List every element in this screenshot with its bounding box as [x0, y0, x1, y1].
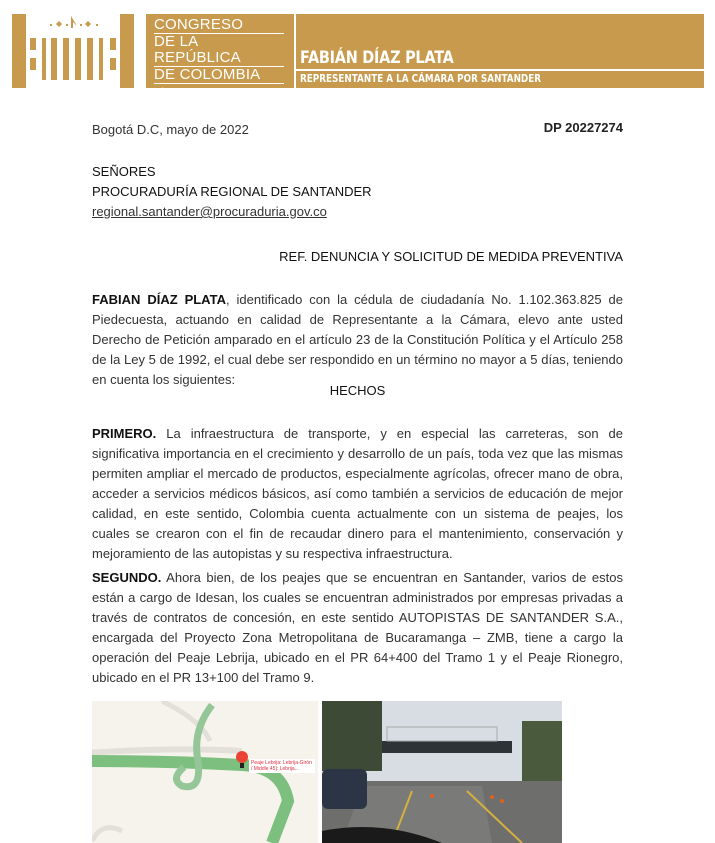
- fact-paragraph-2: [92, 568, 623, 688]
- intro-paragraph: [92, 290, 623, 390]
- place-date: Bogotá D.C, mayo de 2022: [92, 122, 249, 137]
- fact-text: Ahora bien, de los peajes que se encuentran en Santander, varios de estos están a cargo de Idesan, los cuales se encuentran administrados por empresas privadas a través de contratos de concesión, en este sentido AUTOPISTAS DE SANTANDER S.A., encargada del Proyecto Zona Metropolitana de Bucaramanga – ZMB, tiene a cargo la operación del Peaje Lebrija, ubicado en el PR 64+400 del Tramo 1 y el Peaje Rionegro, ubicado en el PR 13+100 del Tramo 9.: [92, 570, 623, 685]
- congreso-logo-block: [146, 14, 294, 96]
- capitol-emblem-icon: [12, 14, 134, 88]
- reference-line: REF. DENUNCIA Y SOLICITUD DE MEDIDA PREVENTIVA: [279, 249, 623, 264]
- fact-label: PRIMERO.: [92, 426, 157, 441]
- map-pin-label: Peaje Lebrija: Lebrija-Girón / Middle 45]: Lebrija...: [249, 759, 315, 773]
- congreso-subtitle: CÁMARA DE REPRESENTANTES: [154, 87, 273, 96]
- representative-title: REPRESENTANTE A LA CÁMARA POR SANTANDER: [300, 72, 542, 85]
- banner-rule: [296, 69, 704, 71]
- recipient-email-link[interactable]: regional.santander@procuraduria.gov.co: [92, 204, 327, 219]
- fact-label: SEGUNDO.: [92, 570, 162, 585]
- intro-name: FABIAN DÍAZ PLATA: [92, 292, 226, 307]
- fact-paragraph-1: [92, 424, 623, 564]
- map-image: [92, 701, 318, 843]
- section-title: HECHOS: [329, 383, 386, 398]
- representative-banner: [296, 14, 704, 88]
- congreso-line-3: DE COLOMBIA: [154, 67, 284, 84]
- doc-number: DP 20227274: [543, 120, 623, 135]
- congreso-line-2: DE LA REPÚBLICA: [154, 34, 284, 67]
- congreso-line-1: CONGRESO: [154, 17, 284, 34]
- toll-photo-scene: [322, 701, 562, 843]
- recipient-org: PROCURADURÍA REGIONAL DE SANTANDER: [92, 184, 372, 199]
- intro-text: , identificado con la cédula de ciudadanía No. 1.102.363.825 de Piedecuesta, actuando en calidad de Representante a la Cámara, elevo ante usted Derecho de Petición amparado en el artículo 23 de la Constitución Política y el Artículo 258 de la Ley 5 de 1992, el cual debe ser respondido en un término no mayor a 5 días, teniendo en cuenta los siguientes:: [92, 292, 624, 387]
- fact-text: La infraestructura de transporte, y en especial las carreteras, son de significativa importancia en el crecimiento y desarrollo de un país, toda vez que las mismas permiten ampliar el mercado de productos, especialmente agrícolas, ofrecer mano de obra, acceder a servicios médicos básicos, así como también a servicios de educación de mejor calidad, en este sentido, Colombia cuenta actualmente con un sistema de peajes, los cuales se crearon con el fin de recaudar dinero para el mantenimiento, conservación y mejoramiento de las autopistas y su respectiva infraestructura.: [92, 426, 623, 561]
- map-pin-icon: [236, 751, 248, 763]
- representative-name: FABIÁN DÍAZ PLATA: [300, 48, 454, 68]
- letterhead: [12, 14, 704, 96]
- recipient-block: [92, 162, 623, 222]
- toll-booth-photo: [322, 701, 562, 843]
- recipient-salutation: SEÑORES: [92, 164, 156, 179]
